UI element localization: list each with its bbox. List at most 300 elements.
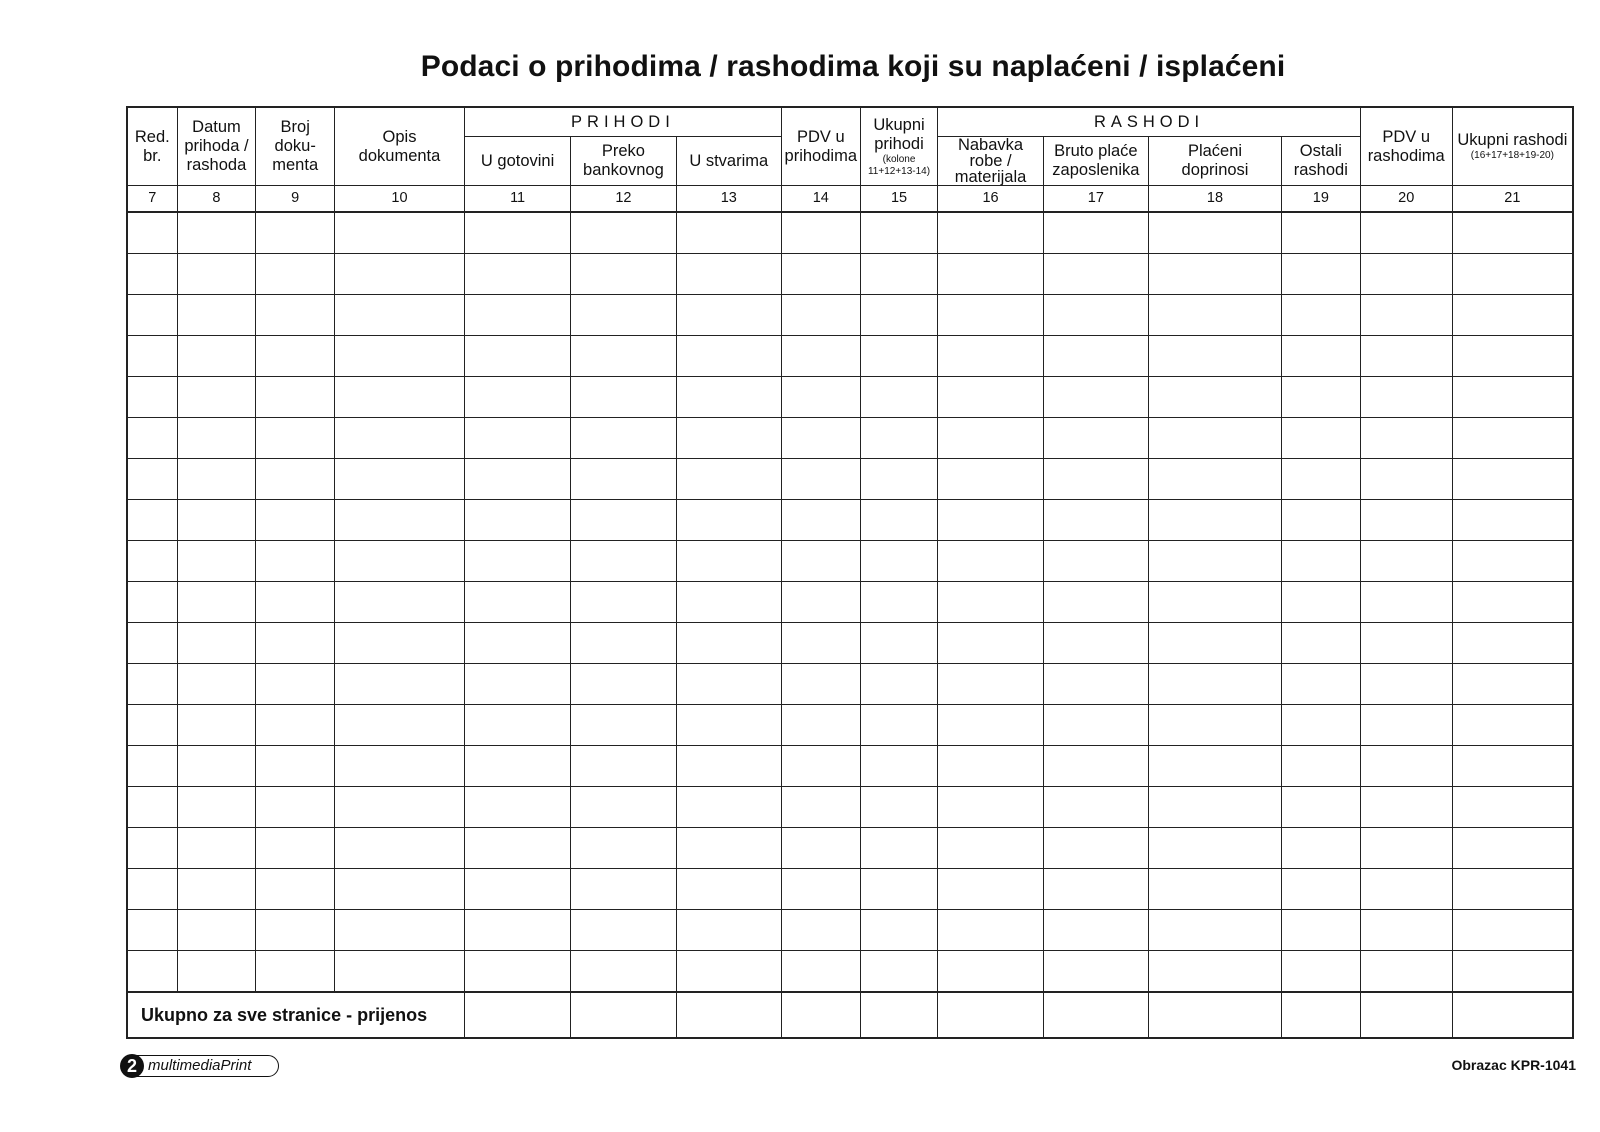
header-ukupni-rashodi-note: (16+17+18+19-20) <box>1470 150 1554 161</box>
entry-cell[interactable] <box>1452 951 1573 993</box>
entry-cell[interactable] <box>1281 828 1360 869</box>
entry-cell[interactable] <box>860 418 938 459</box>
entry-cell[interactable] <box>127 418 177 459</box>
entry-cell[interactable] <box>464 459 570 500</box>
entry-cell[interactable] <box>1043 951 1148 993</box>
entry-cell[interactable] <box>256 500 335 541</box>
entry-cell[interactable] <box>781 828 860 869</box>
entry-cell[interactable] <box>1149 828 1282 869</box>
entry-cell[interactable] <box>938 541 1043 582</box>
entry-cell[interactable] <box>177 623 256 664</box>
total-cell[interactable] <box>781 992 860 1038</box>
entry-cell[interactable] <box>256 212 335 254</box>
entry-cell[interactable] <box>464 418 570 459</box>
entry-cell[interactable] <box>938 828 1043 869</box>
entry-cell[interactable] <box>127 623 177 664</box>
entry-cell[interactable] <box>1360 336 1452 377</box>
total-cell[interactable] <box>1360 992 1452 1038</box>
entry-cell[interactable] <box>1043 541 1148 582</box>
entry-cell[interactable] <box>676 623 781 664</box>
entry-cell[interactable] <box>1149 951 1282 993</box>
entry-cell[interactable] <box>938 212 1043 254</box>
entry-cell[interactable] <box>781 418 860 459</box>
entry-cell[interactable] <box>781 541 860 582</box>
entry-cell[interactable] <box>1281 951 1360 993</box>
total-cell[interactable] <box>860 992 938 1038</box>
entry-cell[interactable] <box>464 377 570 418</box>
entry-cell[interactable] <box>1281 377 1360 418</box>
entry-cell[interactable] <box>127 500 177 541</box>
entry-cell[interactable] <box>860 787 938 828</box>
entry-cell[interactable] <box>464 828 570 869</box>
entry-cell[interactable] <box>335 623 465 664</box>
entry-cell[interactable] <box>676 787 781 828</box>
entry-cell[interactable] <box>177 212 256 254</box>
entry-cell[interactable] <box>1281 541 1360 582</box>
entry-cell[interactable] <box>127 295 177 336</box>
total-cell[interactable] <box>1281 992 1360 1038</box>
entry-cell[interactable] <box>676 418 781 459</box>
entry-cell[interactable] <box>676 910 781 951</box>
entry-cell[interactable] <box>335 664 465 705</box>
entry-cell[interactable] <box>571 212 676 254</box>
entry-cell[interactable] <box>781 377 860 418</box>
entry-cell[interactable] <box>571 746 676 787</box>
entry-cell[interactable] <box>1452 500 1573 541</box>
entry-cell[interactable] <box>1043 582 1148 623</box>
entry-cell[interactable] <box>571 541 676 582</box>
entry-cell[interactable] <box>177 869 256 910</box>
entry-cell[interactable] <box>127 459 177 500</box>
entry-cell[interactable] <box>464 500 570 541</box>
entry-cell[interactable] <box>781 746 860 787</box>
entry-cell[interactable] <box>177 418 256 459</box>
entry-cell[interactable] <box>1043 787 1148 828</box>
entry-cell[interactable] <box>1281 295 1360 336</box>
entry-cell[interactable] <box>1043 377 1148 418</box>
entry-cell[interactable] <box>256 869 335 910</box>
entry-cell[interactable] <box>335 377 465 418</box>
entry-cell[interactable] <box>464 910 570 951</box>
entry-cell[interactable] <box>1149 623 1282 664</box>
entry-cell[interactable] <box>1452 705 1573 746</box>
entry-cell[interactable] <box>860 541 938 582</box>
entry-cell[interactable] <box>676 459 781 500</box>
entry-cell[interactable] <box>860 459 938 500</box>
entry-cell[interactable] <box>571 951 676 993</box>
entry-cell[interactable] <box>256 910 335 951</box>
entry-cell[interactable] <box>860 664 938 705</box>
entry-cell[interactable] <box>676 828 781 869</box>
entry-cell[interactable] <box>1043 459 1148 500</box>
entry-cell[interactable] <box>1360 746 1452 787</box>
entry-cell[interactable] <box>571 828 676 869</box>
entry-cell[interactable] <box>781 787 860 828</box>
entry-cell[interactable] <box>256 336 335 377</box>
entry-cell[interactable] <box>781 869 860 910</box>
entry-cell[interactable] <box>781 664 860 705</box>
entry-cell[interactable] <box>1452 664 1573 705</box>
entry-cell[interactable] <box>127 212 177 254</box>
entry-cell[interactable] <box>1281 418 1360 459</box>
entry-cell[interactable] <box>1360 705 1452 746</box>
entry-cell[interactable] <box>335 459 465 500</box>
entry-cell[interactable] <box>1360 541 1452 582</box>
entry-cell[interactable] <box>860 377 938 418</box>
entry-cell[interactable] <box>860 869 938 910</box>
entry-cell[interactable] <box>571 869 676 910</box>
entry-cell[interactable] <box>127 869 177 910</box>
entry-cell[interactable] <box>1149 418 1282 459</box>
entry-cell[interactable] <box>781 459 860 500</box>
entry-cell[interactable] <box>1452 623 1573 664</box>
entry-cell[interactable] <box>177 582 256 623</box>
entry-cell[interactable] <box>860 336 938 377</box>
entry-cell[interactable] <box>1043 212 1148 254</box>
entry-cell[interactable] <box>1149 541 1282 582</box>
entry-cell[interactable] <box>860 705 938 746</box>
entry-cell[interactable] <box>1043 746 1148 787</box>
entry-cell[interactable] <box>464 254 570 295</box>
entry-cell[interactable] <box>1360 869 1452 910</box>
entry-cell[interactable] <box>464 212 570 254</box>
entry-cell[interactable] <box>464 869 570 910</box>
entry-cell[interactable] <box>860 951 938 993</box>
entry-cell[interactable] <box>177 295 256 336</box>
entry-cell[interactable] <box>1360 377 1452 418</box>
entry-cell[interactable] <box>464 623 570 664</box>
entry-cell[interactable] <box>1281 500 1360 541</box>
entry-cell[interactable] <box>676 664 781 705</box>
entry-cell[interactable] <box>1149 212 1282 254</box>
entry-cell[interactable] <box>938 910 1043 951</box>
entry-cell[interactable] <box>256 746 335 787</box>
entry-cell[interactable] <box>127 951 177 993</box>
entry-cell[interactable] <box>676 377 781 418</box>
entry-cell[interactable] <box>335 951 465 993</box>
entry-cell[interactable] <box>571 910 676 951</box>
entry-cell[interactable] <box>781 623 860 664</box>
entry-cell[interactable] <box>1452 212 1573 254</box>
entry-cell[interactable] <box>1149 746 1282 787</box>
entry-cell[interactable] <box>335 254 465 295</box>
entry-cell[interactable] <box>1360 623 1452 664</box>
entry-cell[interactable] <box>1149 295 1282 336</box>
total-cell[interactable] <box>676 992 781 1038</box>
entry-cell[interactable] <box>1281 787 1360 828</box>
entry-cell[interactable] <box>177 459 256 500</box>
entry-cell[interactable] <box>676 951 781 993</box>
entry-cell[interactable] <box>177 500 256 541</box>
entry-cell[interactable] <box>335 418 465 459</box>
entry-cell[interactable] <box>127 664 177 705</box>
entry-cell[interactable] <box>571 336 676 377</box>
entry-cell[interactable] <box>127 541 177 582</box>
entry-cell[interactable] <box>464 336 570 377</box>
entry-cell[interactable] <box>127 828 177 869</box>
entry-cell[interactable] <box>335 828 465 869</box>
entry-cell[interactable] <box>938 623 1043 664</box>
entry-cell[interactable] <box>938 951 1043 993</box>
entry-cell[interactable] <box>1149 787 1282 828</box>
entry-cell[interactable] <box>1360 418 1452 459</box>
entry-cell[interactable] <box>676 336 781 377</box>
entry-cell[interactable] <box>177 910 256 951</box>
entry-cell[interactable] <box>1360 910 1452 951</box>
entry-cell[interactable] <box>335 910 465 951</box>
entry-cell[interactable] <box>938 582 1043 623</box>
entry-cell[interactable] <box>177 254 256 295</box>
entry-cell[interactable] <box>571 582 676 623</box>
entry-cell[interactable] <box>177 787 256 828</box>
entry-cell[interactable] <box>938 787 1043 828</box>
entry-cell[interactable] <box>860 828 938 869</box>
entry-cell[interactable] <box>256 951 335 993</box>
entry-cell[interactable] <box>1043 500 1148 541</box>
entry-cell[interactable] <box>177 828 256 869</box>
entry-cell[interactable] <box>781 705 860 746</box>
entry-cell[interactable] <box>571 459 676 500</box>
entry-cell[interactable] <box>676 705 781 746</box>
table-row <box>127 459 1573 500</box>
entry-cell[interactable] <box>1452 336 1573 377</box>
entry-cell[interactable] <box>938 254 1043 295</box>
entry-cell[interactable] <box>256 828 335 869</box>
entry-cell[interactable] <box>1360 254 1452 295</box>
entry-cell[interactable] <box>1043 418 1148 459</box>
entry-cell[interactable] <box>335 336 465 377</box>
entry-cell[interactable] <box>781 951 860 993</box>
entry-cell[interactable] <box>335 541 465 582</box>
entry-cell[interactable] <box>256 664 335 705</box>
entry-cell[interactable] <box>1281 664 1360 705</box>
entry-cell[interactable] <box>938 459 1043 500</box>
entry-cell[interactable] <box>1149 254 1282 295</box>
entry-cell[interactable] <box>127 336 177 377</box>
entry-cell[interactable] <box>335 746 465 787</box>
total-cell[interactable] <box>571 992 676 1038</box>
total-cell[interactable] <box>1149 992 1282 1038</box>
entry-cell[interactable] <box>464 787 570 828</box>
entry-cell[interactable] <box>1360 951 1452 993</box>
entry-cell[interactable] <box>127 377 177 418</box>
entry-cell[interactable] <box>256 459 335 500</box>
entry-cell[interactable] <box>464 664 570 705</box>
header-bruto-place: Bruto plaće zaposlenika <box>1043 137 1148 186</box>
entry-cell[interactable] <box>1360 459 1452 500</box>
entry-cell[interactable] <box>571 254 676 295</box>
entry-cell[interactable] <box>676 746 781 787</box>
entry-cell[interactable] <box>781 336 860 377</box>
entry-cell[interactable] <box>177 377 256 418</box>
entry-cell[interactable] <box>938 295 1043 336</box>
entry-cell[interactable] <box>335 500 465 541</box>
entry-cell[interactable] <box>335 869 465 910</box>
entry-cell[interactable] <box>1452 418 1573 459</box>
entry-cell[interactable] <box>1281 623 1360 664</box>
total-cell[interactable] <box>1452 992 1573 1038</box>
column-number: 10 <box>335 186 465 213</box>
entry-cell[interactable] <box>1281 254 1360 295</box>
entry-cell[interactable] <box>177 664 256 705</box>
entry-cell[interactable] <box>1360 664 1452 705</box>
entry-cell[interactable] <box>676 212 781 254</box>
entry-cell[interactable] <box>860 910 938 951</box>
entry-cell[interactable] <box>464 295 570 336</box>
entry-cell[interactable] <box>1043 664 1148 705</box>
entry-cell[interactable] <box>571 787 676 828</box>
entry-cell[interactable] <box>1281 910 1360 951</box>
entry-cell[interactable] <box>256 541 335 582</box>
entry-cell[interactable] <box>571 623 676 664</box>
entry-cell[interactable] <box>335 212 465 254</box>
entry-cell[interactable] <box>335 705 465 746</box>
entry-cell[interactable] <box>1360 582 1452 623</box>
entry-cell[interactable] <box>676 254 781 295</box>
entry-cell[interactable] <box>1452 746 1573 787</box>
entry-cell[interactable] <box>256 254 335 295</box>
entry-cell[interactable] <box>676 869 781 910</box>
entry-cell[interactable] <box>1452 459 1573 500</box>
entry-cell[interactable] <box>938 500 1043 541</box>
entry-cell[interactable] <box>860 500 938 541</box>
entry-cell[interactable] <box>571 295 676 336</box>
entry-cell[interactable] <box>860 254 938 295</box>
entry-cell[interactable] <box>571 500 676 541</box>
entry-cell[interactable] <box>464 582 570 623</box>
entry-cell[interactable] <box>938 336 1043 377</box>
entry-cell[interactable] <box>1360 500 1452 541</box>
entry-cell[interactable] <box>256 787 335 828</box>
entry-cell[interactable] <box>335 582 465 623</box>
entry-cell[interactable] <box>781 254 860 295</box>
entry-cell[interactable] <box>860 582 938 623</box>
entry-cell[interactable] <box>1043 828 1148 869</box>
entry-cell[interactable] <box>1281 336 1360 377</box>
entry-cell[interactable] <box>177 336 256 377</box>
entry-cell[interactable] <box>1452 582 1573 623</box>
entry-cell[interactable] <box>938 746 1043 787</box>
entry-cell[interactable] <box>938 377 1043 418</box>
entry-cell[interactable] <box>781 910 860 951</box>
entry-cell[interactable] <box>781 582 860 623</box>
entry-cell[interactable] <box>1452 787 1573 828</box>
entry-cell[interactable] <box>1043 623 1148 664</box>
entry-cell[interactable] <box>938 869 1043 910</box>
entry-cell[interactable] <box>464 951 570 993</box>
entry-cell[interactable] <box>1281 212 1360 254</box>
entry-cell[interactable] <box>256 295 335 336</box>
entry-cell[interactable] <box>1149 582 1282 623</box>
entry-cell[interactable] <box>1281 869 1360 910</box>
entry-cell[interactable] <box>571 418 676 459</box>
entry-cell[interactable] <box>256 623 335 664</box>
entry-cell[interactable] <box>860 746 938 787</box>
entry-cell[interactable] <box>676 582 781 623</box>
entry-cell[interactable] <box>256 377 335 418</box>
entry-cell[interactable] <box>676 295 781 336</box>
entry-cell[interactable] <box>1043 336 1148 377</box>
entry-cell[interactable] <box>177 541 256 582</box>
entry-cell[interactable] <box>256 582 335 623</box>
total-cell[interactable] <box>464 992 570 1038</box>
entry-cell[interactable] <box>1360 212 1452 254</box>
entry-cell[interactable] <box>177 951 256 993</box>
entry-cell[interactable] <box>938 705 1043 746</box>
entry-cell[interactable] <box>1149 705 1282 746</box>
entry-cell[interactable] <box>335 787 465 828</box>
entry-cell[interactable] <box>676 541 781 582</box>
entry-cell[interactable] <box>1149 664 1282 705</box>
entry-cell[interactable] <box>464 746 570 787</box>
entry-cell[interactable] <box>1281 582 1360 623</box>
entry-cell[interactable] <box>127 787 177 828</box>
entry-cell[interactable] <box>1043 869 1148 910</box>
entry-cell[interactable] <box>256 705 335 746</box>
entry-cell[interactable] <box>1452 869 1573 910</box>
entry-cell[interactable] <box>571 377 676 418</box>
entry-cell[interactable] <box>1281 459 1360 500</box>
entry-cell[interactable] <box>571 664 676 705</box>
entry-cell[interactable] <box>1452 295 1573 336</box>
entry-cell[interactable] <box>1360 295 1452 336</box>
entry-cell[interactable] <box>464 541 570 582</box>
entry-cell[interactable] <box>1149 377 1282 418</box>
entry-cell[interactable] <box>1452 541 1573 582</box>
entry-cell[interactable] <box>1452 910 1573 951</box>
entry-cell[interactable] <box>1281 746 1360 787</box>
entry-cell[interactable] <box>860 295 938 336</box>
entry-cell[interactable] <box>127 746 177 787</box>
entry-cell[interactable] <box>1149 500 1282 541</box>
entry-cell[interactable] <box>938 418 1043 459</box>
entry-cell[interactable] <box>1452 254 1573 295</box>
entry-cell[interactable] <box>464 705 570 746</box>
total-cell[interactable] <box>1043 992 1148 1038</box>
entry-cell[interactable] <box>1043 910 1148 951</box>
entry-cell[interactable] <box>127 705 177 746</box>
entry-cell[interactable] <box>676 500 781 541</box>
entry-cell[interactable] <box>1043 295 1148 336</box>
entry-cell[interactable] <box>571 705 676 746</box>
entry-cell[interactable] <box>1149 869 1282 910</box>
entry-cell[interactable] <box>1360 828 1452 869</box>
entry-cell[interactable] <box>127 910 177 951</box>
entry-cell[interactable] <box>781 500 860 541</box>
entry-cell[interactable] <box>335 295 465 336</box>
entry-cell[interactable] <box>177 705 256 746</box>
entry-cell[interactable] <box>1360 787 1452 828</box>
entry-cell[interactable] <box>1149 459 1282 500</box>
entry-cell[interactable] <box>1452 828 1573 869</box>
entry-cell[interactable] <box>1043 254 1148 295</box>
entry-cell[interactable] <box>177 746 256 787</box>
entry-cell[interactable] <box>127 254 177 295</box>
entry-cell[interactable] <box>860 212 938 254</box>
entry-cell[interactable] <box>860 623 938 664</box>
total-cell[interactable] <box>938 992 1043 1038</box>
entry-cell[interactable] <box>1281 705 1360 746</box>
entry-cell[interactable] <box>938 664 1043 705</box>
entry-cell[interactable] <box>1452 377 1573 418</box>
entry-cell[interactable] <box>1149 336 1282 377</box>
entry-cell[interactable] <box>781 295 860 336</box>
entry-cell[interactable] <box>781 212 860 254</box>
entry-cell[interactable] <box>1043 705 1148 746</box>
entry-cell[interactable] <box>127 582 177 623</box>
entry-cell[interactable] <box>1149 910 1282 951</box>
entry-cell[interactable] <box>256 418 335 459</box>
